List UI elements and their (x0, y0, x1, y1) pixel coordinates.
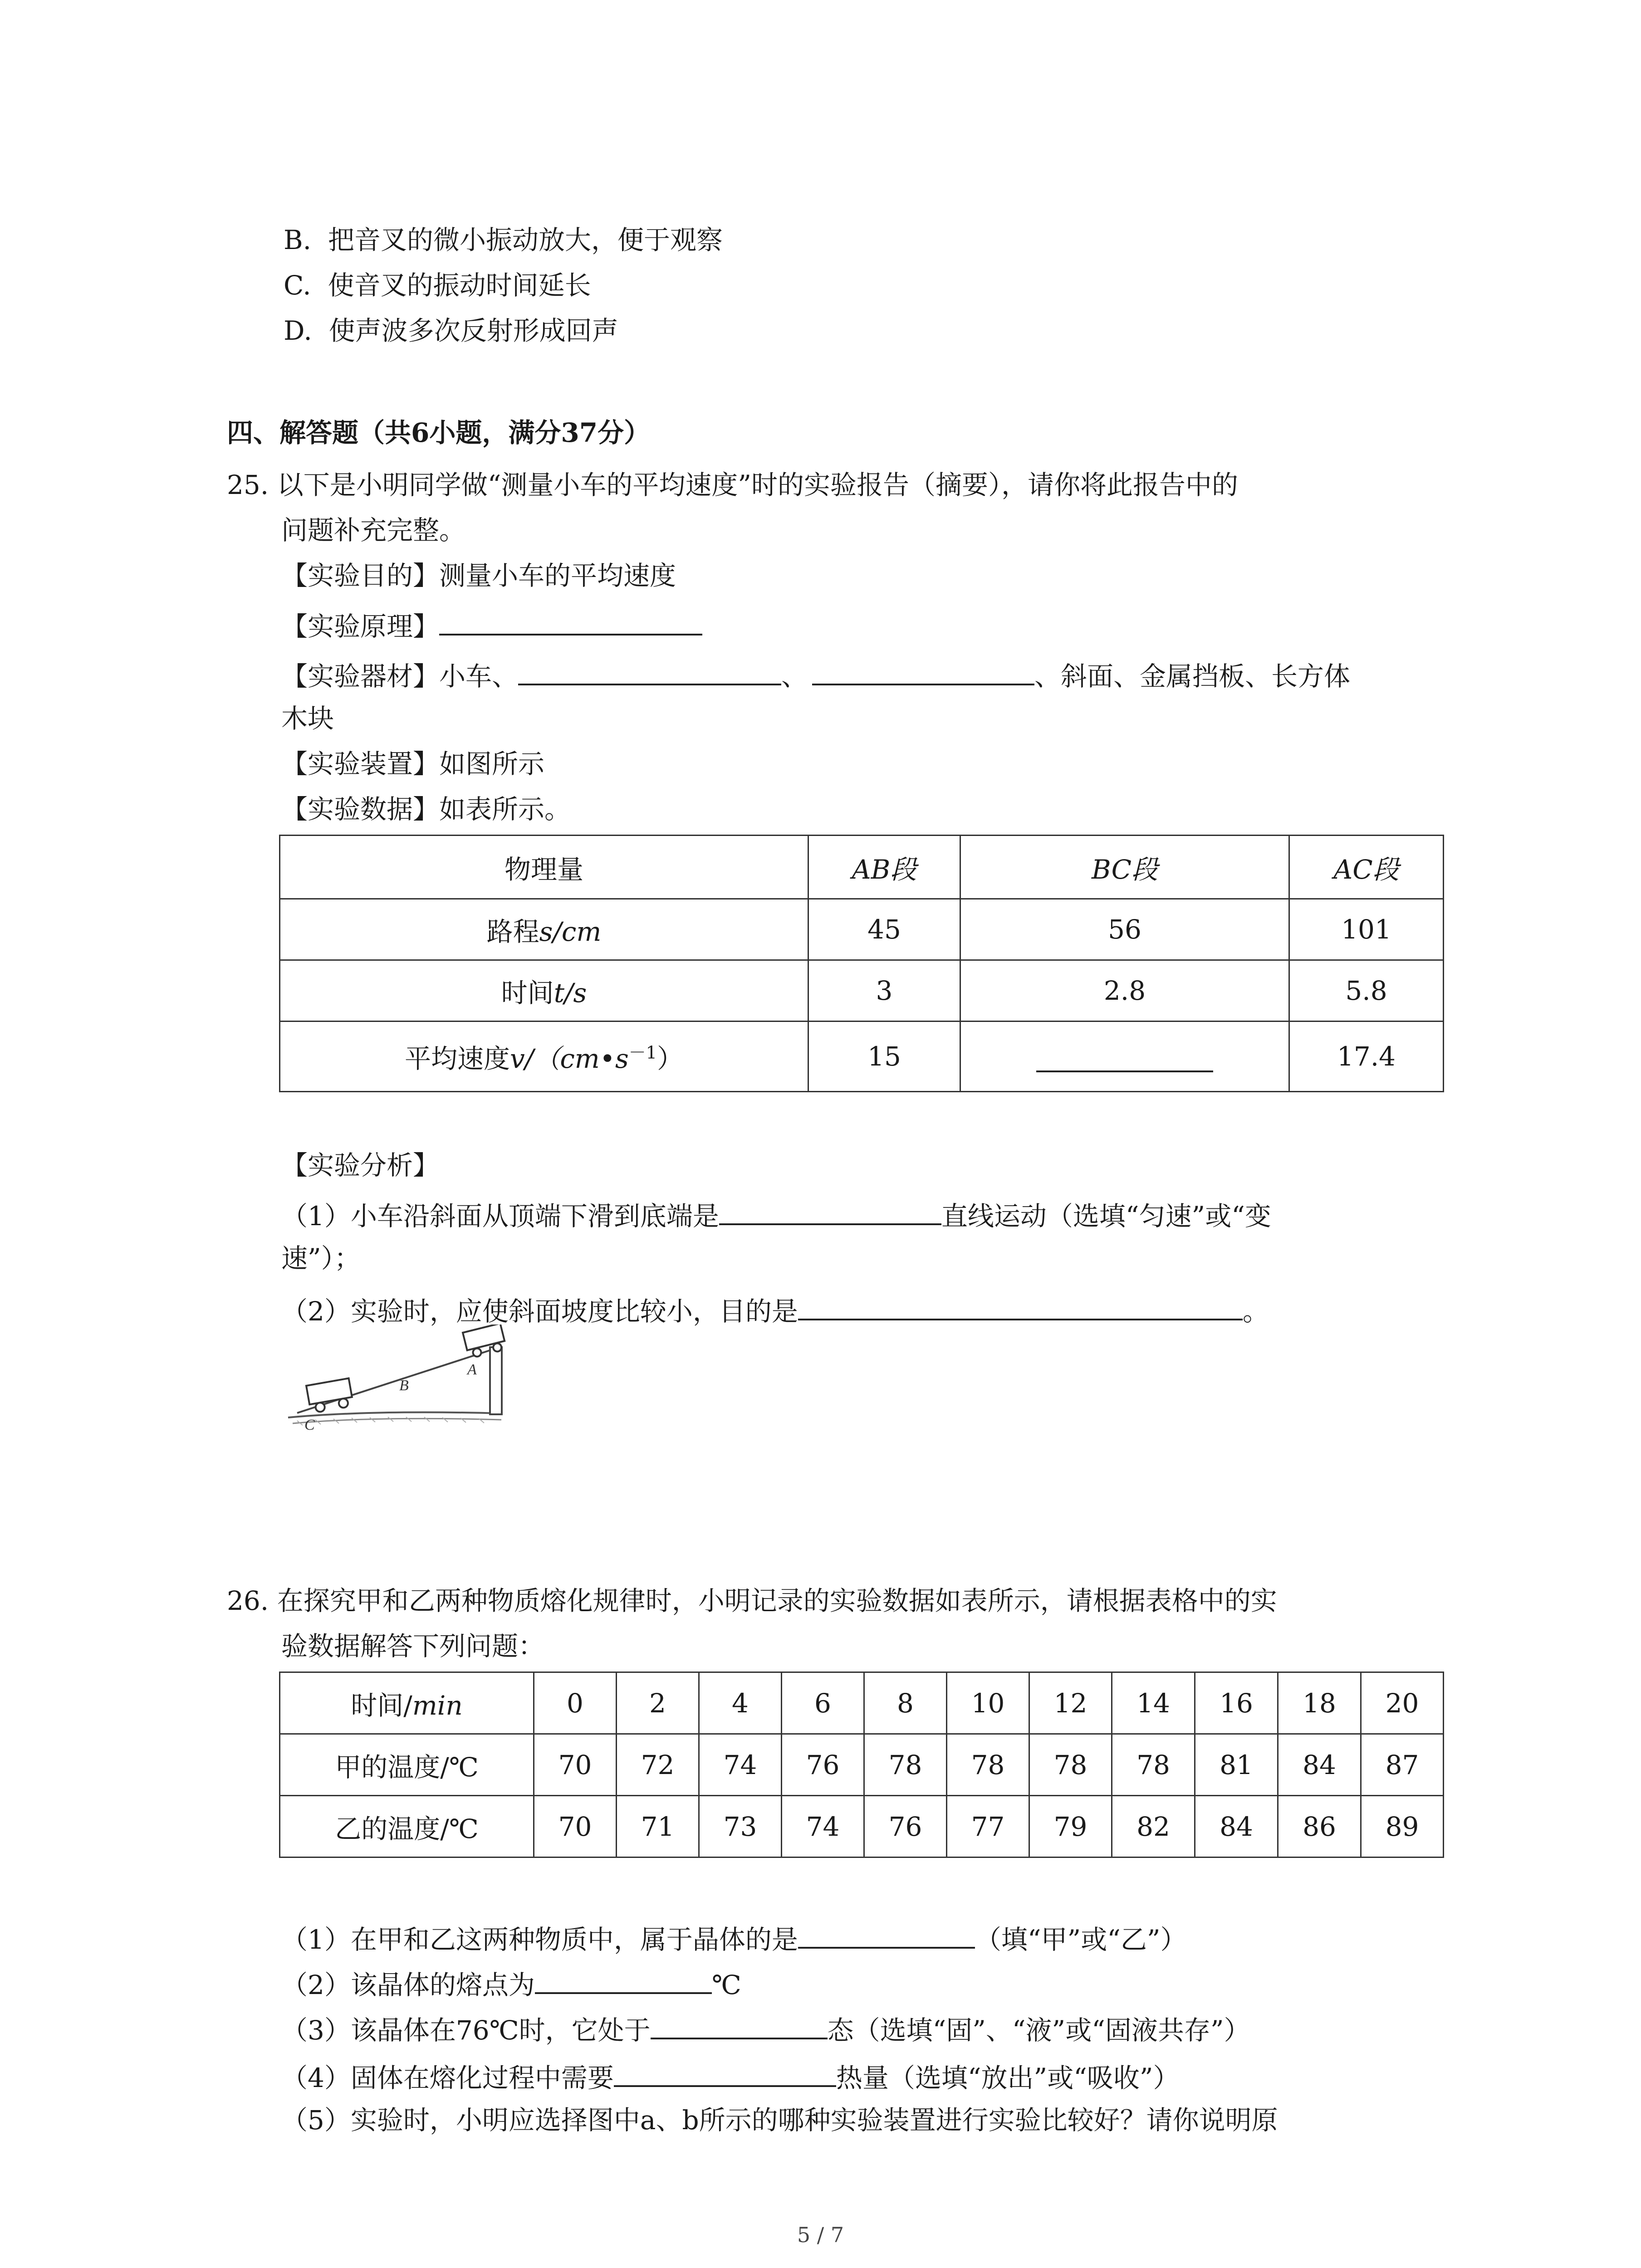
option-text: 把音叉的微小振动放大，便于观察 (328, 225, 723, 255)
cell: 12 (1029, 1672, 1112, 1734)
option-b (284, 227, 723, 253)
cell: 71 (617, 1796, 699, 1857)
cell: 78 (1029, 1734, 1112, 1796)
label-var: t/s (554, 978, 587, 1008)
cell: 18 (1278, 1672, 1361, 1734)
table-header-row (280, 836, 1444, 899)
cell: 77 (947, 1796, 1029, 1857)
q25-stem-line2: 问题补充完整。 (281, 515, 466, 546)
figure-label-c: C (304, 1417, 315, 1433)
cell: 70 (534, 1796, 617, 1857)
equipment-sep: 、 (781, 661, 808, 692)
cell: 20 (1361, 1672, 1444, 1734)
section-header: 四、解答题（共6小题，满分37分） (227, 417, 651, 448)
option-text: 使音叉的振动时间延长 (328, 270, 591, 301)
q25-data-intro: 【实验数据】如表所示。 (281, 794, 571, 825)
cell: 78 (947, 1734, 1029, 1796)
analysis-blank-1[interactable] (719, 1200, 941, 1225)
cell: 2.8 (960, 960, 1289, 1022)
q25-equipment-line2: 木块 (281, 703, 334, 734)
row-label: 乙的温度/℃ (280, 1796, 534, 1857)
equipment-prefix: 【实验器材】小车、 (281, 661, 519, 692)
q25-purpose: 【实验目的】测量小车的平均速度 (281, 560, 676, 591)
cell: 76 (782, 1734, 864, 1796)
q26-sub-2 (281, 1969, 741, 2001)
q25-analysis-1 (281, 1200, 1271, 1232)
question-number: 26. (227, 1585, 269, 1616)
analysis-text: （1）小车沿斜面从顶端下滑到底端是 (281, 1201, 719, 1232)
sub-text: 态（选填“固”、“液”或“固液共存”） (827, 2015, 1250, 2046)
equipment-suffix: 、斜面、金属挡板、长方体 (1034, 661, 1351, 692)
figure-label-a: A (467, 1361, 477, 1378)
q25-device: 【实验装置】如图所示 (281, 748, 545, 779)
label-sup: －1 (628, 1042, 657, 1063)
melting-table (279, 1672, 1444, 1858)
sub-text: （2）该晶体的熔点为 (281, 1970, 535, 2001)
q25-analysis-2 (281, 1295, 1269, 1325)
sub-blank-3[interactable] (651, 2014, 828, 2039)
sub-text: （4）固体在熔化过程中需要 (281, 2063, 614, 2094)
q25-analysis-title: 【实验分析】 (281, 1150, 440, 1181)
sub-text: 热量（选填“放出”或“吸收”） (836, 2063, 1180, 2094)
cell: 5.8 (1289, 960, 1444, 1022)
q26-sub-4 (281, 2062, 1180, 2094)
sub-blank-4[interactable] (614, 2062, 836, 2087)
cell: 73 (699, 1796, 782, 1857)
cell: 8 (864, 1672, 947, 1734)
q25-analysis-1-line2: 速”）； (281, 1243, 361, 1274)
q25-equipment (281, 660, 1351, 692)
cell: 70 (534, 1734, 617, 1796)
cell: 101 (1289, 899, 1444, 960)
option-letter: D. (284, 315, 312, 346)
label-unit: （cm•s (534, 1043, 629, 1074)
label-var: s/cm (539, 916, 602, 947)
header-cell: 物理量 (280, 836, 808, 899)
label-text: 时间/ (351, 1690, 412, 1721)
equipment-blank-1[interactable] (518, 660, 781, 685)
cell: 17.4 (1289, 1022, 1444, 1092)
cell: 4 (699, 1672, 782, 1734)
option-letter: C. (284, 270, 311, 301)
header-cell: AB段 (808, 836, 960, 899)
analysis-text: （2）实验时，应使斜面坡度比较小，目的是 (281, 1296, 798, 1327)
cell: 74 (782, 1796, 864, 1857)
row-label (280, 1022, 808, 1092)
cell: 79 (1029, 1796, 1112, 1857)
q26-sub-3 (281, 2014, 1250, 2046)
sub-text: （3）该晶体在76℃时，它处于 (281, 2015, 651, 2046)
option-d (284, 315, 618, 346)
table-row (280, 960, 1444, 1022)
sub-text: （填“甲”或“乙”） (975, 1924, 1187, 1955)
label-text: 时间 (501, 978, 554, 1008)
cell: 3 (808, 960, 960, 1022)
analysis-text: 直线运动（选填“匀速”或“变 (941, 1201, 1271, 1232)
cell: 81 (1195, 1734, 1278, 1796)
q25-principle (281, 610, 702, 640)
q26-sub-1 (281, 1923, 1187, 1953)
q26-stem-line1 (227, 1585, 1277, 1616)
label-var: v/ (510, 1043, 534, 1074)
row-label: 甲的温度/℃ (280, 1734, 534, 1796)
q26-stem-line2: 验数据解答下列问题： (281, 1631, 545, 1662)
table-row (280, 1022, 1444, 1092)
cell: 82 (1112, 1796, 1195, 1857)
cell: 87 (1361, 1734, 1444, 1796)
q25-stem-line1 (227, 469, 1238, 500)
cell: 0 (534, 1672, 617, 1734)
page-number: 5 / 7 (797, 2223, 844, 2247)
cell: 14 (1112, 1672, 1195, 1734)
cell: 89 (1361, 1796, 1444, 1857)
cell: 86 (1278, 1796, 1361, 1857)
cell: 45 (808, 899, 960, 960)
cell: 15 (808, 1022, 960, 1092)
figure-label-b: B (399, 1377, 409, 1394)
cell: 78 (864, 1734, 947, 1796)
principle-blank[interactable] (439, 610, 702, 635)
cell: 10 (947, 1672, 1029, 1734)
sub-text: （1）在甲和乙这两种物质中，属于晶体的是 (281, 1924, 798, 1955)
cell: 56 (960, 899, 1289, 960)
row-label (280, 899, 808, 960)
cell: 84 (1195, 1796, 1278, 1857)
label-text: 路程 (486, 916, 539, 947)
q26-sub-5: （5）实验时，小明应选择图中a、b所示的哪种实验装置进行实验比较好？请你说明原 (281, 2105, 1278, 2136)
cell: 74 (699, 1734, 782, 1796)
option-text: 使声波多次反射形成回声 (328, 315, 618, 346)
header-cell: AC段 (1289, 836, 1444, 899)
incline-figure (284, 1325, 519, 1433)
table-row-b (280, 1796, 1444, 1857)
label-text: 平均速度 (405, 1043, 510, 1074)
equipment-blank-2[interactable] (812, 660, 1034, 685)
table-row-a (280, 1734, 1444, 1796)
sub-blank-1[interactable] (798, 1923, 975, 1949)
question-stem: 在探究甲和乙两种物质熔化规律时，小明记录的实验数据如表所示，请根据表格中的实 (277, 1585, 1277, 1616)
label-close: ） (656, 1043, 683, 1074)
question-stem: 以下是小明同学做“测量小车的平均速度”时的实验报告（摘要），请你将此报告中的 (277, 469, 1238, 500)
row-label (280, 960, 808, 1022)
principle-label: 【实验原理】 (281, 611, 440, 642)
answer-blank[interactable] (1036, 1052, 1213, 1072)
table-row (280, 899, 1444, 960)
option-c (284, 270, 591, 301)
cell: 16 (1195, 1672, 1278, 1734)
speed-table (279, 835, 1444, 1092)
analysis-text: 。 (1242, 1296, 1269, 1327)
analysis-blank-2[interactable] (798, 1295, 1243, 1320)
cell: 78 (1112, 1734, 1195, 1796)
cell: 76 (864, 1796, 947, 1857)
question-number: 25. (227, 469, 269, 500)
row-label (280, 1672, 534, 1734)
sub-text: ℃ (711, 1970, 741, 2001)
cell: 84 (1278, 1734, 1361, 1796)
cell: 2 (617, 1672, 699, 1734)
sub-blank-2[interactable] (535, 1969, 712, 1994)
header-cell: BC段 (960, 836, 1289, 899)
option-letter: B. (284, 225, 312, 255)
cell-answer-blank[interactable] (960, 1022, 1289, 1092)
label-unit: min (412, 1690, 463, 1721)
table-row-time (280, 1672, 1444, 1734)
cell: 72 (617, 1734, 699, 1796)
cell: 6 (782, 1672, 864, 1734)
